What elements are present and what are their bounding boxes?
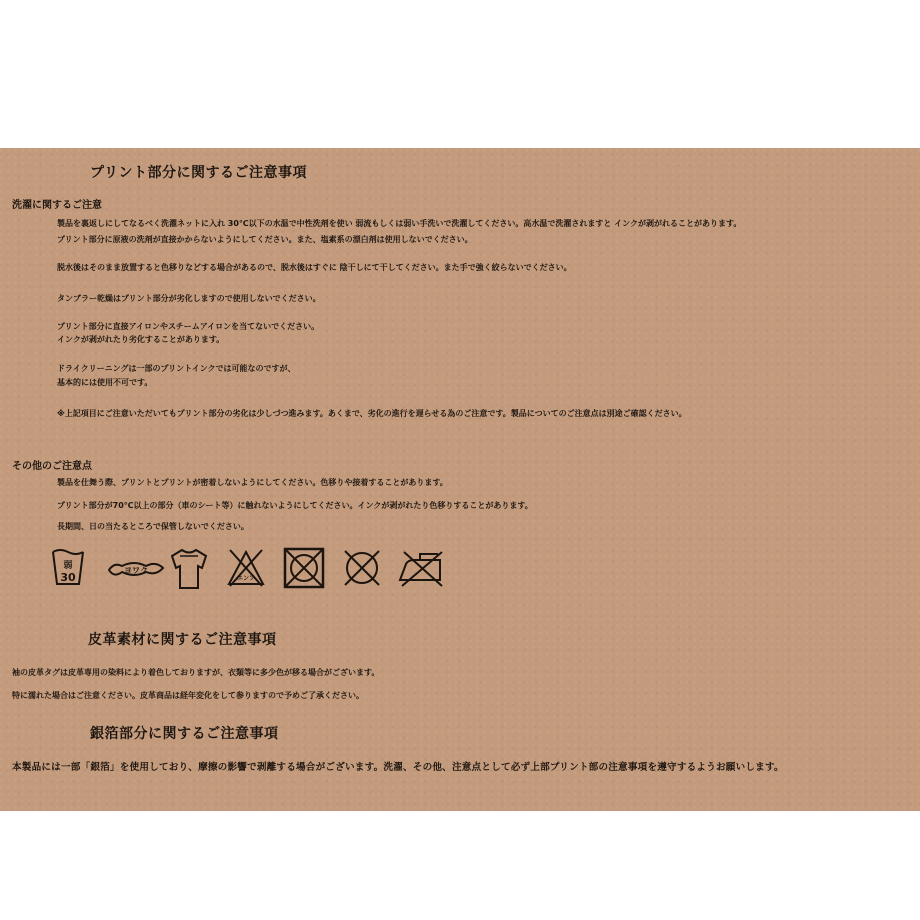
hang-dry-shade-icon (168, 546, 210, 590)
washing-line: プリント部分に直接アイロンやスチームアイロンを当てないでください。 (57, 322, 320, 331)
leather-line: 特に濡れた場合はご注意ください。皮革商品は経年変化をして参りますので予めご了承ください。 (12, 691, 364, 700)
care-symbols (50, 546, 450, 592)
washing-line: 脱水後はそのまま放置すると色移りなどする場合があるので、脱水後はすぐに 陰干しにて干してください。また手で強く絞らないでください。 (57, 263, 572, 272)
wring-label: ヨワク (124, 566, 148, 575)
washing-line: 製品を裏返しにしてなるべく洗濯ネットに入れ 30℃以下の水温で中性洗剤を使い 弱流もしくは弱い手洗いで洗濯してください。高水温で洗濯されますと インクが剥がれることがあります。 (57, 219, 742, 228)
bleach-label: エンソ (236, 575, 256, 582)
wring-gently-icon (106, 546, 166, 588)
foil-line: 本製品には一部「銀箔」を使用しており、摩擦の影響で剥離する場合がございます。洗濯、その他、注意点として必ず上部プリント部の注意事項を遵守するようお願いします。 (12, 762, 784, 773)
wash-30-gentle-icon (50, 546, 86, 588)
washing-heading: 洗濯に関するご注意 (12, 200, 102, 211)
no-iron-icon (396, 546, 446, 590)
leather-line: 袖の皮革タグは皮革専用の染料により着色しておりますが、衣類等に多少色が移る場合がございます。 (12, 668, 380, 677)
print-section-title: プリント部分に関するご注意事項 (90, 165, 307, 181)
washing-line: タンブラー乾燥はプリント部分が劣化しますので使用しないでください。 (57, 294, 321, 303)
no-dry-clean-icon (340, 546, 384, 590)
other-line: 製品を仕舞う際、プリントとプリントが密着しないようにしてください。色移りや接着することがあります。 (57, 478, 448, 487)
other-heading: その他のご注意点 (12, 461, 92, 472)
care-label-sheet (0, 148, 920, 811)
washing-line: プリント部分に原液の洗剤が直接かからないようにしてください。また、塩素系の漂白剤は使用しないでください。 (57, 235, 473, 244)
no-bleach-icon (226, 546, 266, 588)
wash-label: 弱 (63, 561, 73, 571)
washing-line: インクが剥がれたり劣化することがあります。 (57, 335, 225, 344)
washing-note: ※上記項目にご注意いただいてもプリント部分の劣化は少しづつ進みます。あくまで、劣化の進行を遅らせる為のご注意です。製品についてのご注意点は別途ご確認ください。 (57, 409, 687, 418)
other-line: 長期間、日の当たるところで保管しないでください。 (57, 522, 249, 531)
washing-line: ドライクリーニングは一部のプリントインクでは可能なのですが、 (57, 364, 296, 373)
wash-temperature: 30 (60, 571, 76, 584)
washing-line: 基本的には使用不可です。 (57, 378, 153, 387)
no-tumble-dry-icon (282, 546, 326, 590)
leather-section-title: 皮革素材に関するご注意事項 (88, 632, 277, 648)
foil-section-title: 銀箔部分に関するご注意事項 (90, 726, 279, 742)
other-line: プリント部分が70℃以上の部分（車のシート等）に触れないようにしてください。インクが剥がれたり色移りすることがあります。 (57, 501, 533, 510)
